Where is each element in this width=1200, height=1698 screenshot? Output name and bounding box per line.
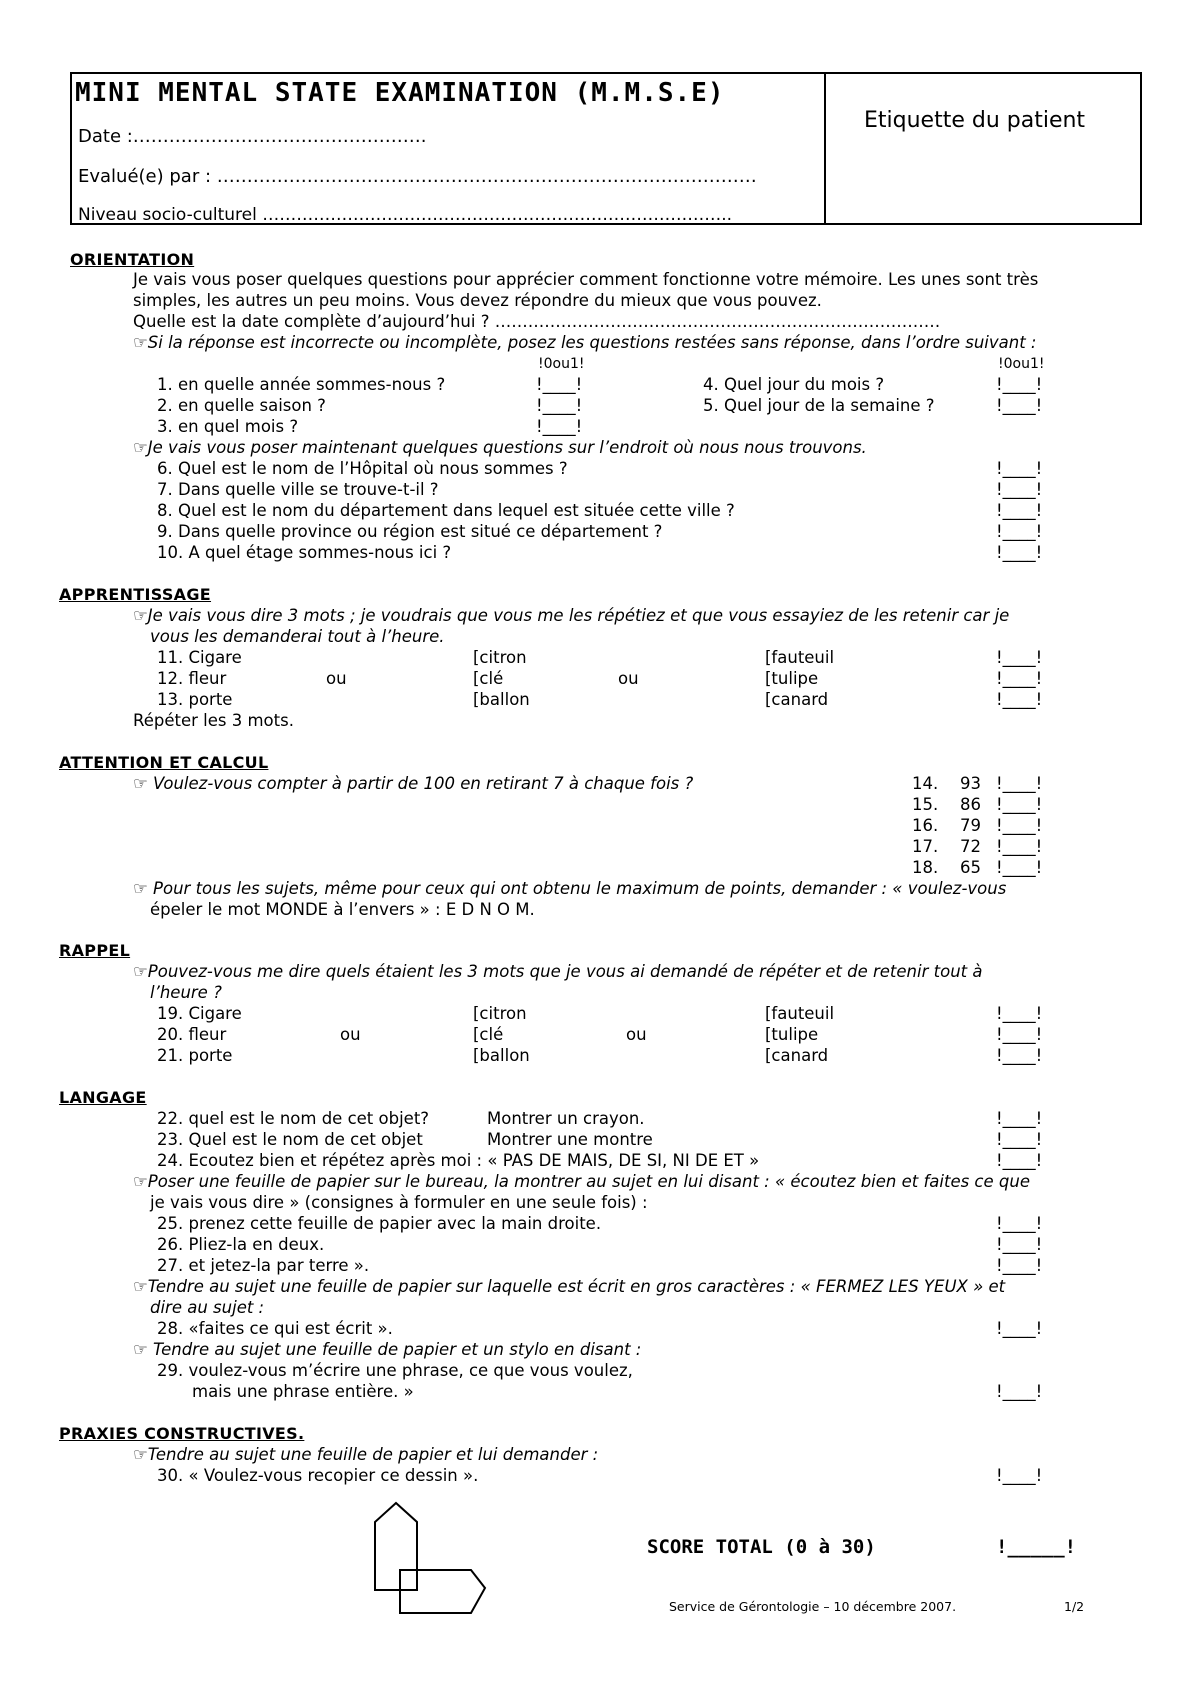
score-box-14[interactable]: !____! — [996, 774, 1043, 793]
calcul-note-2b: épeler le mot MONDE à l’envers » : E D N O M. — [150, 900, 535, 919]
word-citron: [citron — [473, 648, 527, 667]
score-box-15[interactable]: !____! — [996, 795, 1043, 814]
calcul-step-value: 86 — [960, 795, 981, 814]
apprentissage-note-1: ☞Je vais vous dire 3 mots ; je voudrais que vous me les répétiez et que vous essayiez de les retenir car je — [133, 606, 1010, 625]
section-apprentissage-title: APPRENTISSAGE — [59, 585, 212, 604]
word-ballon: [ballon — [473, 690, 530, 709]
score-box-29[interactable]: !____! — [996, 1382, 1043, 1401]
question-6: 6. Quel est le nom de l’Hôpital où nous sommes ? — [157, 459, 568, 478]
word-13: 13. porte — [157, 690, 233, 709]
calcul-step-value: 79 — [960, 816, 981, 835]
repeat-instruction: Répéter les 3 mots. — [133, 711, 294, 730]
calcul-step-number: 15. — [912, 795, 939, 814]
orientation-intro-1: Je vais vous poser quelques questions pour apprécier comment fonctionne votre mémoire. Les unes sont très — [133, 270, 1039, 289]
question-25: 25. prenez cette feuille de papier avec la main droite. — [157, 1214, 602, 1233]
question-24: 24. Ecoutez bien et répétez après moi : « PAS DE MAIS, DE SI, NI DE ET » — [157, 1151, 760, 1170]
score-box-24[interactable]: !____! — [996, 1151, 1043, 1170]
question-30: 30. « Voulez-vous recopier ce dessin ». — [157, 1466, 479, 1485]
date-field[interactable]: Date :…………………………………………. — [78, 126, 427, 147]
question-29a: 29. voulez-vous m’écrire une phrase, ce que vous voulez, — [157, 1361, 633, 1380]
pointing-hand-icon: ☞ — [133, 1445, 148, 1464]
question-9: 9. Dans quelle province ou région est situé ce département ? — [157, 522, 663, 541]
pointing-hand-icon: ☞ — [133, 962, 148, 981]
question-3: 3. en quel mois ? — [157, 417, 299, 436]
calcul-step-number: 16. — [912, 816, 939, 835]
apprentissage-note-2: vous les demanderai tout à l’heure. — [150, 627, 445, 646]
word-21: 21. porte — [157, 1046, 233, 1065]
orientation-note-1: ☞Si la réponse est incorrecte ou incomplète, posez les questions restées sans réponse, dans l’ordre suivant : — [133, 333, 1037, 352]
footer-page-number: 1/2 — [1064, 1599, 1085, 1614]
score-box-5[interactable]: !____! — [996, 396, 1043, 415]
section-rappel-title: RAPPEL — [59, 941, 131, 960]
word-cle: [clé — [473, 1025, 504, 1044]
praxies-note: ☞Tendre au sujet une feuille de papier et lui demander : — [133, 1445, 599, 1464]
score-box-27[interactable]: !____! — [996, 1256, 1043, 1275]
or-label: ou — [326, 669, 347, 688]
question-4: 4. Quel jour du mois ? — [703, 375, 885, 394]
score-box-4[interactable]: !____! — [996, 375, 1043, 394]
calcul-note-2a: ☞ Pour tous les sujets, même pour ceux qui ont obtenu le maximum de points, demander : « voulez-vous — [133, 879, 1007, 898]
pentagon-vertical — [375, 1503, 417, 1590]
score-header-right: !0ou1! — [998, 356, 1045, 372]
word-19: 19. Cigare — [157, 1004, 242, 1023]
word-tulipe: [tulipe — [765, 1025, 819, 1044]
question-10: 10. A quel étage sommes-nous ici ? — [157, 543, 452, 562]
question-23: 23. Quel est le nom de cet objet — [157, 1130, 423, 1149]
score-box-11[interactable]: !____! — [996, 648, 1043, 667]
langage-note-3: ☞ Tendre au sujet une feuille de papier et un stylo en disant : — [133, 1340, 642, 1359]
question-23-instruction: Montrer une montre — [487, 1130, 653, 1149]
level-field[interactable]: Niveau socio-culturel ……………………………………………………………………….. — [78, 205, 733, 225]
rappel-note-1: ☞Pouvez-vous me dire quels étaient les 3 mots que je vous ai demandé de répéter et de retenir tout à — [133, 962, 983, 981]
section-langage-title: LANGAGE — [59, 1088, 147, 1107]
calcul-note: ☞ Voulez-vous compter à partir de 100 en retirant 7 à chaque fois ? — [133, 774, 694, 793]
score-box-12[interactable]: !____! — [996, 669, 1043, 688]
word-canard: [canard — [765, 690, 829, 709]
calcul-step-number: 17. — [912, 837, 939, 856]
word-citron: [citron — [473, 1004, 527, 1023]
rappel-note-2: l’heure ? — [150, 983, 222, 1002]
calcul-step-number: 14. — [912, 774, 939, 793]
score-header-left: !0ou1! — [538, 356, 585, 372]
langage-note-2a: ☞Tendre au sujet une feuille de papier sur laquelle est écrit en gros caractères : « FERMEZ LES YEUX » et — [133, 1277, 1006, 1296]
pointing-hand-icon: ☞ — [133, 1340, 148, 1359]
orientation-intro-3: Quelle est la date complète d’aujourd’hui ? ……………………………………………………………………… — [133, 312, 941, 331]
pointing-hand-icon: ☞ — [133, 879, 148, 898]
pointing-hand-icon: ☞ — [133, 606, 148, 625]
score-box-7[interactable]: !____! — [996, 480, 1043, 499]
header-box — [70, 72, 1142, 225]
word-cle: [clé — [473, 669, 504, 688]
section-praxies-title: PRAXIES CONSTRUCTIVES. — [59, 1424, 305, 1443]
score-box-18[interactable]: !____! — [996, 858, 1043, 877]
score-box-20[interactable]: !____! — [996, 1025, 1043, 1044]
score-box-13[interactable]: !____! — [996, 690, 1043, 709]
or-label: ou — [618, 669, 639, 688]
or-label: ou — [626, 1025, 647, 1044]
pointing-hand-icon: ☞ — [133, 774, 148, 793]
question-2: 2. en quelle saison ? — [157, 396, 326, 415]
word-fauteuil: [fauteuil — [765, 648, 835, 667]
pointing-hand-icon: ☞ — [133, 438, 148, 457]
word-20: 20. fleur — [157, 1025, 227, 1044]
orientation-intro-2: simples, les autres un peu moins. Vous devez répondre du mieux que vous pouvez. — [133, 291, 822, 310]
word-tulipe: [tulipe — [765, 669, 819, 688]
score-total-label: SCORE TOTAL (0 à 30) — [647, 1536, 876, 1558]
score-box-30[interactable]: !____! — [996, 1466, 1043, 1485]
pointing-hand-icon: ☞ — [133, 1172, 148, 1191]
score-box-21[interactable]: !____! — [996, 1046, 1043, 1065]
orientation-note-2: ☞Je vais vous poser maintenant quelques questions sur l’endroit où nous nous trouvons. — [133, 438, 867, 457]
question-27: 27. et jetez-la par terre ». — [157, 1256, 370, 1275]
page-title: MINI MENTAL STATE EXAMINATION (M.M.S.E) — [75, 78, 725, 108]
calcul-step-number: 18. — [912, 858, 939, 877]
calcul-step-value: 65 — [960, 858, 981, 877]
pointing-hand-icon: ☞ — [133, 1277, 148, 1296]
question-5: 5. Quel jour de la semaine ? — [703, 396, 935, 415]
section-orientation-title: ORIENTATION — [70, 250, 195, 269]
footer-service: Service de Gérontologie – 10 décembre 2007. — [669, 1599, 957, 1614]
question-29b: mais une phrase entière. » — [192, 1382, 414, 1401]
word-fauteuil: [fauteuil — [765, 1004, 835, 1023]
question-1: 1. en quelle année sommes-nous ? — [157, 375, 446, 394]
pentagon-horizontal — [400, 1570, 485, 1613]
score-box-25[interactable]: !____! — [996, 1214, 1043, 1233]
score-total-box[interactable]: !_____! — [996, 1536, 1077, 1558]
score-box-19[interactable]: !____! — [996, 1004, 1043, 1023]
langage-note-1a: ☞Poser une feuille de papier sur le bureau, la montrer au sujet en lui disant : « écoutez bien et faites ce que — [133, 1172, 1030, 1191]
score-box-23[interactable]: !____! — [996, 1130, 1043, 1149]
score-box-1[interactable]: !____! — [536, 375, 583, 394]
patient-label: Etiquette du patient — [864, 108, 1086, 133]
question-22: 22. quel est le nom de cet objet? — [157, 1109, 430, 1128]
score-box-10[interactable]: !____! — [996, 543, 1043, 562]
question-28: 28. «faites ce qui est écrit ». — [157, 1319, 393, 1338]
pentagons-drawing — [370, 1500, 500, 1625]
langage-note-2b: dire au sujet : — [150, 1298, 265, 1317]
evaluator-field[interactable]: Evalué(e) par : ……………………………………………………………………………… — [78, 166, 757, 187]
question-22-instruction: Montrer un crayon. — [487, 1109, 645, 1128]
calcul-step-value: 72 — [960, 837, 981, 856]
question-8: 8. Quel est le nom du département dans lequel est située cette ville ? — [157, 501, 735, 520]
score-box-9[interactable]: !____! — [996, 522, 1043, 541]
score-box-8[interactable]: !____! — [996, 501, 1043, 520]
pointing-hand-icon: ☞ — [133, 333, 148, 352]
score-box-3[interactable]: !____! — [536, 417, 583, 436]
score-box-16[interactable]: !____! — [996, 816, 1043, 835]
section-calcul-title: ATTENTION ET CALCUL — [59, 753, 269, 772]
word-11: 11. Cigare — [157, 648, 242, 667]
score-box-28[interactable]: !____! — [996, 1319, 1043, 1338]
score-box-2[interactable]: !____! — [536, 396, 583, 415]
word-12: 12. fleur — [157, 669, 227, 688]
score-box-26[interactable]: !____! — [996, 1235, 1043, 1254]
question-7: 7. Dans quelle ville se trouve-t-il ? — [157, 480, 439, 499]
langage-note-1b: je vais vous dire » (consignes à formuler en une seule fois) : — [150, 1193, 648, 1212]
score-box-22[interactable]: !____! — [996, 1109, 1043, 1128]
header-divider — [824, 74, 826, 223]
word-canard: [canard — [765, 1046, 829, 1065]
score-box-17[interactable]: !____! — [996, 837, 1043, 856]
calcul-step-value: 93 — [960, 774, 981, 793]
word-ballon: [ballon — [473, 1046, 530, 1065]
score-box-6[interactable]: !____! — [996, 459, 1043, 478]
or-label: ou — [340, 1025, 361, 1044]
question-26: 26. Pliez-la en deux. — [157, 1235, 325, 1254]
